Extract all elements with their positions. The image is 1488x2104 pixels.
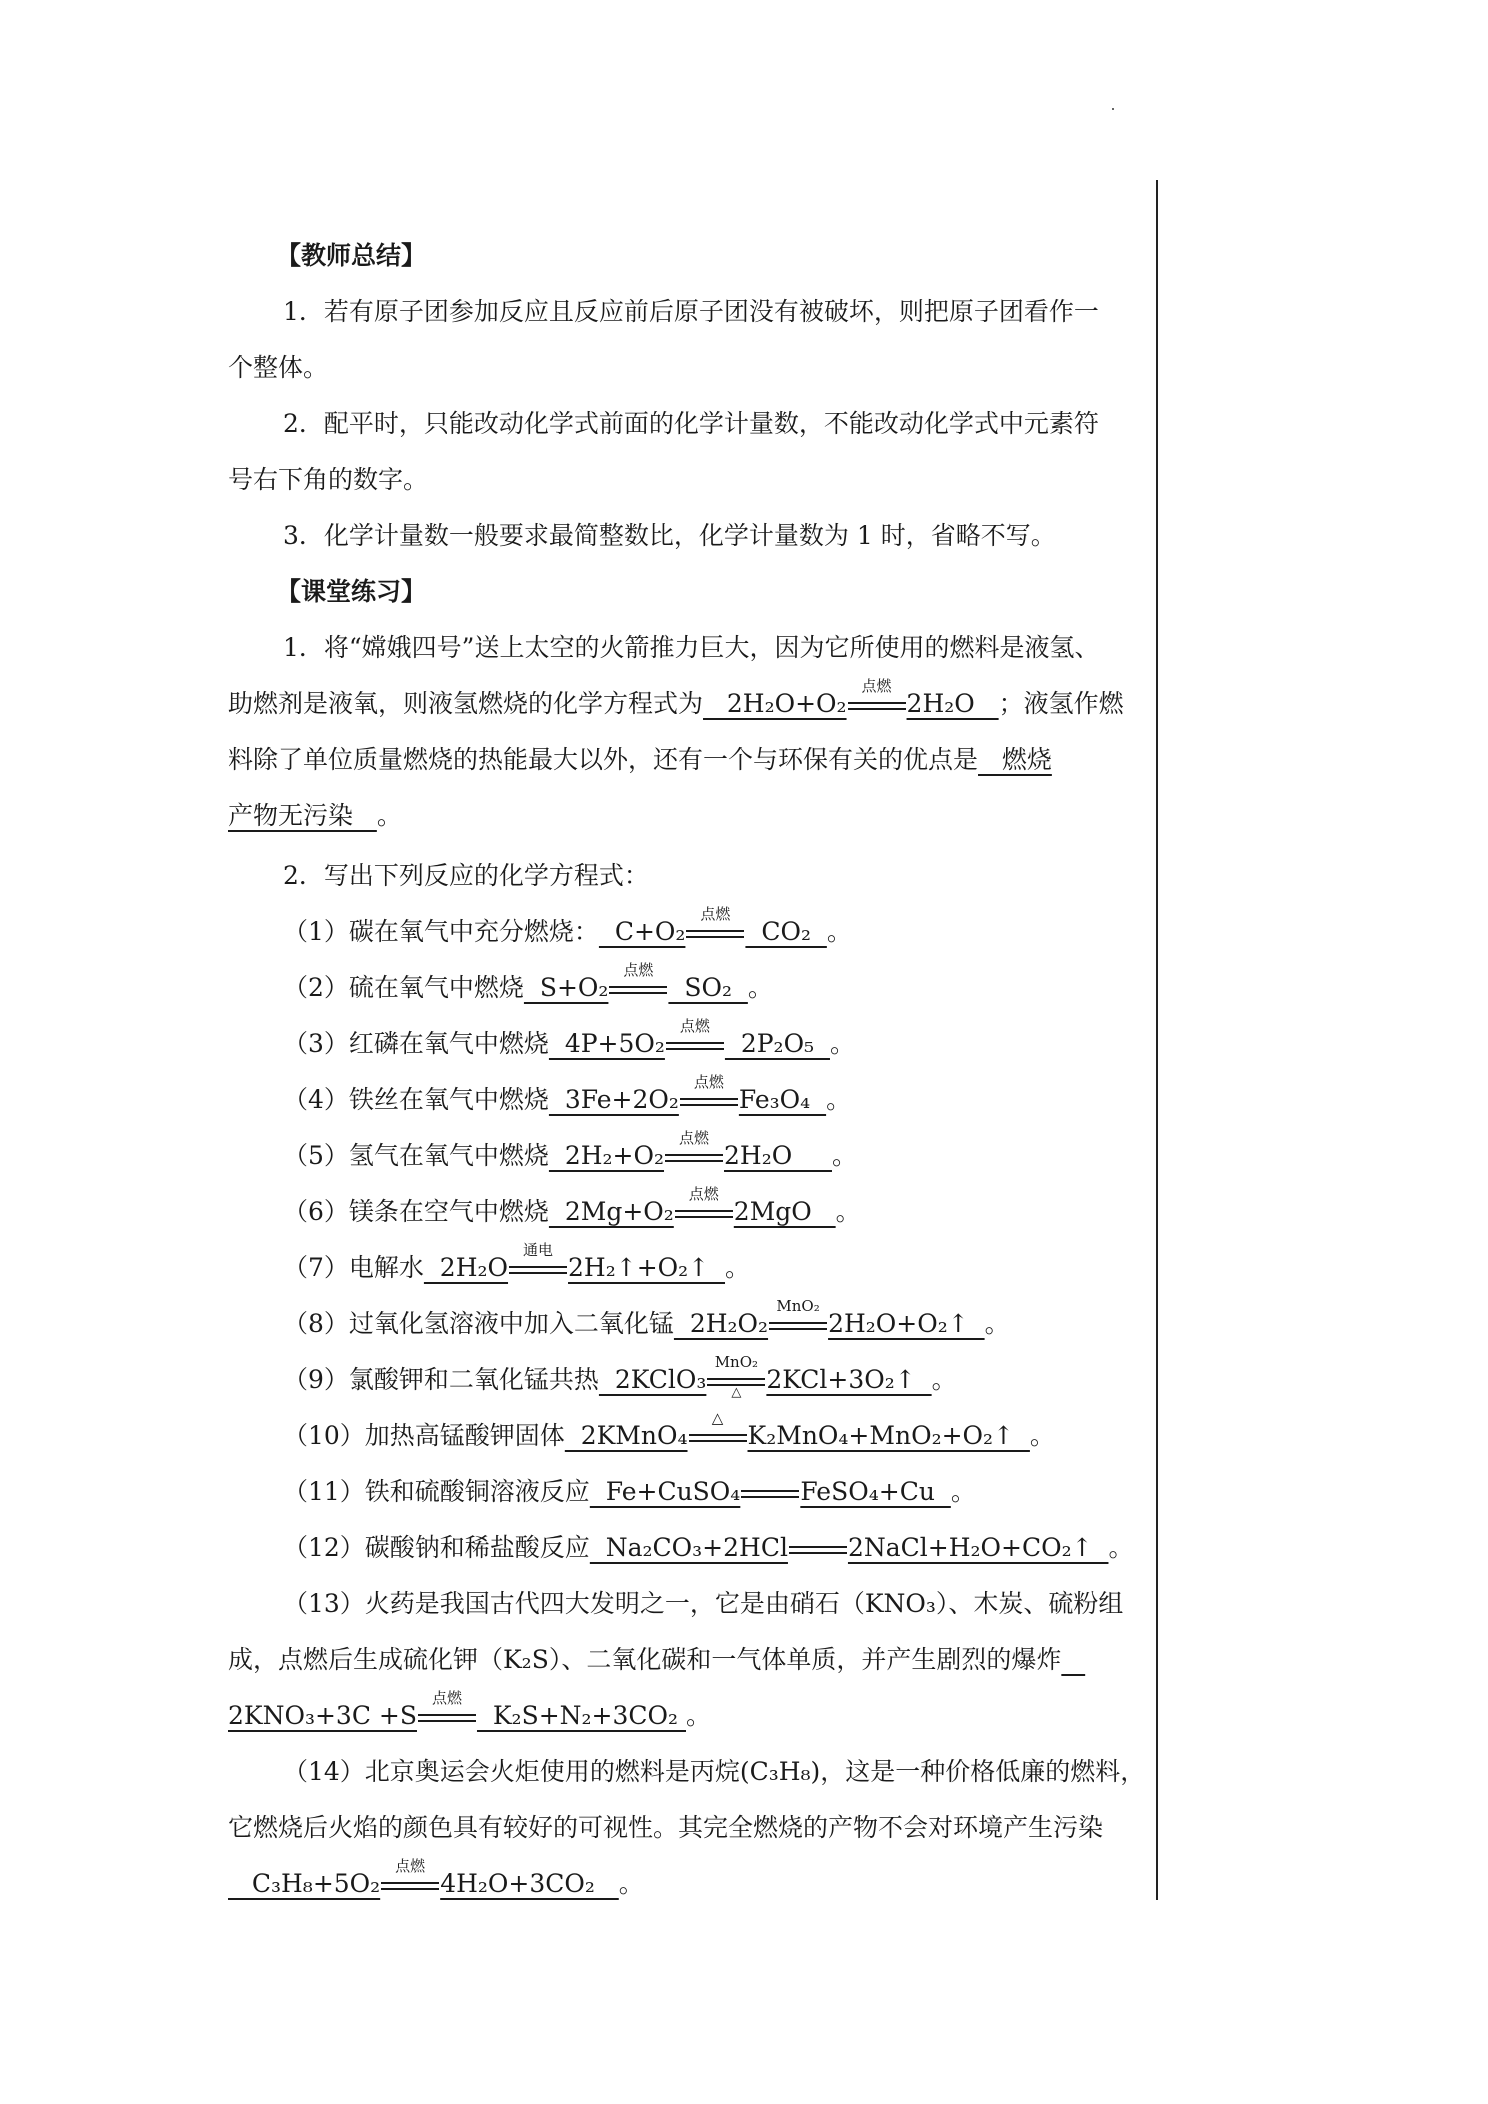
equation-left: C+O₂ [598, 917, 686, 946]
equation-item-label: （9）氯酸钾和二氧化锰共热 [283, 1365, 599, 1394]
equation-item-label: （3）红磷在氧气中燃烧 [283, 1029, 549, 1058]
equation-answer [590, 1477, 951, 1506]
equation-item [228, 1240, 1140, 1296]
equation-item-label: （5）氢气在氧气中燃烧 [283, 1141, 549, 1170]
equation-end: 。 [826, 917, 852, 946]
q1-answer-equation [703, 676, 999, 718]
q2-items [228, 904, 1140, 1576]
equation-answer [423, 1240, 726, 1282]
equation-item-label: （10）加热高锰酸钾固体 [283, 1421, 565, 1450]
q1-suffix: ；液氢作燃 [998, 689, 1124, 718]
equation-answer [564, 1408, 1030, 1450]
condition-top: △ [711, 1408, 724, 1427]
reaction-condition [509, 1240, 567, 1280]
equation-end: 。 [725, 1253, 751, 1282]
reaction-condition [381, 1856, 439, 1896]
q1-line-3 [228, 732, 1140, 788]
q13-answer-line [228, 1688, 1140, 1744]
reaction-condition [707, 1352, 765, 1400]
equation-item-label: （8）过氧化氢溶液中加入二氧化锰 [283, 1309, 674, 1338]
condition-top: 通电 [523, 1240, 554, 1259]
equation-left: 2KMnO₄ [564, 1421, 688, 1450]
equation-item-label: （2）硫在氧气中燃烧 [283, 973, 524, 1002]
condition-bottom: △ [731, 1384, 742, 1400]
equation-item-label: （7）电解水 [283, 1253, 424, 1282]
condition-top: MnO₂ [776, 1296, 820, 1315]
equation-item [228, 1520, 1140, 1576]
reaction-condition [686, 904, 744, 944]
condition-label: 点燃 [431, 1688, 462, 1707]
reaction-condition [680, 1072, 738, 1112]
reaction-condition [666, 1016, 724, 1056]
equation-answer [523, 960, 748, 1002]
equation-item [228, 1184, 1140, 1240]
equation-right: FeSO₄+Cu [800, 1477, 951, 1506]
reaction-condition [665, 1128, 723, 1168]
equation-end: 。 [1108, 1533, 1134, 1562]
q14-end: 。 [618, 1869, 644, 1898]
document-body [228, 228, 1146, 1912]
equation-right: 2NaCl+H₂O+CO₂↑ [847, 1533, 1109, 1562]
equation-left: 3Fe+2O₂ [548, 1085, 679, 1114]
q1-answer-part-2: 产物无污染 [228, 801, 377, 830]
q14-answer-equation [228, 1856, 619, 1898]
reaction-condition [418, 1688, 476, 1728]
equation-answer [598, 904, 827, 946]
equation-left: 2Mg+O₂ [548, 1197, 674, 1226]
practice-title: 【课堂练习】 [276, 577, 427, 606]
q1-end: 。 [376, 801, 402, 830]
condition-top: 点燃 [700, 904, 731, 923]
q14-line-1: （14）北京奥运会火炬使用的燃料是丙烷(C₃H₈)，这是一种价格低廉的燃料， [283, 1757, 1146, 1786]
condition-label: 点燃 [861, 676, 892, 695]
q14-answer-line [228, 1856, 1140, 1912]
equation-answer [598, 1352, 932, 1400]
reaction-condition [789, 1540, 847, 1560]
equation-left: 2H₂O₂ [673, 1309, 769, 1338]
q1-line-4 [228, 788, 1140, 844]
q1-line-1: 1．将“嫦娥四号”送上太空的火箭推力巨大，因为它所使用的燃料是液氢、 [283, 633, 1100, 662]
reaction-condition [741, 1484, 799, 1504]
q13-answer-equation [228, 1688, 686, 1730]
equation-end: 。 [829, 1029, 855, 1058]
equation-item [228, 1296, 1140, 1352]
equation-left: S+O₂ [523, 973, 609, 1002]
equation-left: 2H₂O+O₂ [703, 689, 847, 718]
equation-item [228, 1464, 1140, 1520]
equation-end: 。 [826, 1085, 852, 1114]
equation-right: 2H₂O [724, 1141, 832, 1170]
equation-item [228, 1128, 1140, 1184]
equation-end: 。 [931, 1365, 957, 1394]
condition-top: 点燃 [679, 1016, 710, 1035]
reaction-condition [848, 676, 906, 716]
equation-end: 。 [1029, 1421, 1055, 1450]
summary-item-1-line-1: 1．若有原子团参加反应且反应前后原子团没有被破坏，则把原子团看作一 [283, 297, 1099, 326]
equation-right: 2H₂O [906, 689, 999, 718]
vertical-rule [1156, 180, 1158, 1900]
q13-line-1: （13）火药是我国古代四大发明之一，它是由硝石（KNO₃）、木炭、硫粉组 [283, 1589, 1124, 1618]
summary-item-3: 3．化学计量数一般要求最简整数比，化学计量数为 1 时，省略不写。 [283, 521, 1056, 550]
equation-left: Na₂CO₃+2HCl [589, 1533, 788, 1562]
condition-label: 点燃 [395, 1856, 426, 1875]
equation-right: 2H₂↑+O₂↑ [568, 1253, 726, 1282]
condition-top: 点燃 [623, 960, 654, 979]
equation-right: SO₂ [668, 973, 748, 1002]
summary-item-2-line-2: 号右下角的数字。 [228, 465, 429, 494]
equation-right: 2KCl+3O₂↑ [766, 1365, 932, 1394]
summary-item-2-line-1: 2．配平时，只能改动化学式前面的化学计量数，不能改动化学式中元素符 [283, 409, 1099, 438]
equation-item-label: （6）镁条在空气中燃烧 [283, 1197, 549, 1226]
equation-end: 。 [950, 1477, 976, 1506]
q13-line-2-text: 成，点燃后生成硫化钾（K₂S）、二氧化碳和一气体单质，并产生剧烈的爆炸 [228, 1645, 1062, 1674]
summary-item-1-line-2: 个整体。 [228, 353, 329, 382]
equation-right: Fe₃O₄ [738, 1085, 827, 1114]
equation-left: 4P+5O₂ [548, 1029, 665, 1058]
equation-end: 。 [831, 1141, 857, 1170]
equation-answer [548, 1072, 827, 1114]
equation-right: 2P₂O₅ [724, 1029, 830, 1058]
equation-answer [548, 1016, 830, 1058]
q2-intro: 2．写出下列反应的化学方程式： [283, 861, 649, 890]
equation-left: 2KClO₃ [598, 1365, 707, 1394]
condition-top: 点燃 [688, 1184, 719, 1203]
equation-right: K₂MnO₄+MnO₂+O₂↑ [747, 1421, 1030, 1450]
reaction-condition [609, 960, 667, 1000]
equation-item [228, 1016, 1140, 1072]
equation-answer [590, 1533, 1109, 1562]
q1-line-3-text: 料除了单位质量燃烧的热能最大以外，还有一个与环保有关的优点是 [228, 745, 979, 774]
equation-end: 。 [747, 973, 773, 1002]
q1-answer-part-1: 燃烧 [978, 745, 1052, 774]
equation-end: 。 [984, 1309, 1010, 1338]
equation-item [228, 960, 1140, 1016]
q1-prefix: 助燃剂是液氧，则液氢燃烧的化学方程式为 [228, 689, 704, 718]
q13-end: 。 [686, 1701, 712, 1730]
equation-left: 2KNO₃+3C +S [228, 1701, 417, 1730]
equation-left: Fe+CuSO₄ [589, 1477, 741, 1506]
equation-item [228, 1352, 1140, 1408]
equation-right: 4H₂O+3CO₂ [440, 1869, 619, 1898]
equation-left: 2H₂O [423, 1253, 509, 1282]
equation-end: 。 [835, 1197, 861, 1226]
equation-right: CO₂ [745, 917, 827, 946]
reaction-condition [675, 1184, 733, 1224]
equation-item-label: （11）铁和硫酸铜溶液反应 [283, 1477, 590, 1506]
equation-right: K₂S+N₂+3CO₂ [476, 1701, 686, 1730]
q14-line-2: 它燃烧后火焰的颜色具有较好的可视性。其完全燃烧的产物不会对环境产生污染 [228, 1813, 1104, 1842]
q1-line-2 [228, 676, 1140, 732]
q13-blank [1061, 1645, 1085, 1674]
reaction-condition [689, 1408, 747, 1448]
reaction-condition [769, 1296, 827, 1336]
equation-item [228, 1072, 1140, 1128]
equation-answer [548, 1128, 832, 1170]
equation-item [228, 904, 1140, 960]
equation-item [228, 1408, 1140, 1464]
q13-line-2 [228, 1632, 1140, 1688]
equation-left: 2H₂+O₂ [548, 1141, 665, 1170]
condition-top: MnO₂ [714, 1352, 759, 1371]
equation-left: C₃H₈+5O₂ [228, 1869, 381, 1898]
corner-dot [1112, 108, 1114, 110]
equation-item-label: （1）碳在氧气中充分燃烧： [283, 917, 599, 946]
equation-right: 2H₂O+O₂↑ [828, 1309, 985, 1338]
equation-item-label: （12）碳酸钠和稀盐酸反应 [283, 1533, 590, 1562]
equation-answer [673, 1296, 985, 1338]
equation-answer [548, 1184, 836, 1226]
equation-item-label: （4）铁丝在氧气中燃烧 [283, 1085, 549, 1114]
condition-top: 点燃 [679, 1128, 710, 1147]
condition-top: 点燃 [693, 1072, 724, 1091]
equation-right: 2MgO [733, 1197, 836, 1226]
teacher-summary-title: 【教师总结】 [276, 241, 427, 270]
